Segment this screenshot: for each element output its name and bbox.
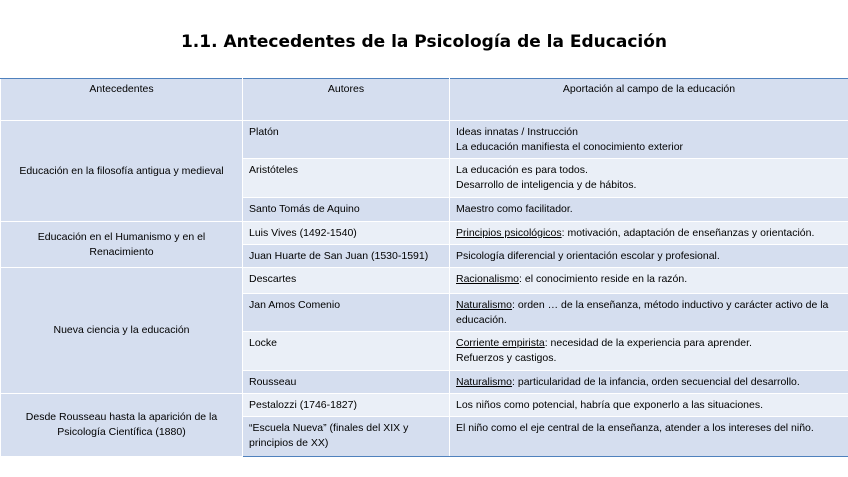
contribution-cell: El niño como el eje central de la enseñanza, atender a los intereses del niño. bbox=[450, 417, 848, 457]
contribution-cell bbox=[450, 121, 848, 159]
author-cell: Descartes bbox=[243, 268, 450, 294]
contribution-cell bbox=[450, 332, 848, 371]
author-cell: Juan Huarte de San Juan (1530-1591) bbox=[243, 245, 450, 268]
author-cell: Santo Tomás de Aquino bbox=[243, 198, 450, 222]
author-cell: Pestalozzi (1746-1827) bbox=[243, 394, 450, 417]
category-cell: Desde Rousseau hasta la aparición de la Psicología Científica (1880) bbox=[1, 394, 243, 457]
term: Naturalismo bbox=[456, 376, 513, 388]
author-cell: Rousseau bbox=[243, 371, 450, 394]
table-row bbox=[1, 121, 848, 159]
header-autores: Autores bbox=[243, 79, 450, 121]
contribution-text: : necesidad de la experiencia para aprender. bbox=[544, 337, 752, 349]
contribution-text: : motivación, adaptación de enseñanzas y orientación. bbox=[561, 227, 815, 239]
term: Principios psicológicos bbox=[456, 227, 562, 239]
contribution-cell bbox=[450, 222, 848, 245]
author-cell: Aristóteles bbox=[243, 159, 450, 198]
antecedents-table bbox=[0, 78, 848, 457]
table-row bbox=[1, 268, 848, 294]
contribution-line: La educación es para todos. bbox=[456, 164, 588, 176]
contribution-cell bbox=[450, 371, 848, 394]
table-row bbox=[1, 394, 848, 417]
contribution-line bbox=[456, 336, 842, 351]
author-cell: Platón bbox=[243, 121, 450, 159]
contribution-cell: Maestro como facilitador. bbox=[450, 198, 848, 222]
author-cell: Jan Amos Comenio bbox=[243, 294, 450, 332]
contribution-text: : el conocimiento reside en la razón. bbox=[519, 273, 688, 285]
category-cell: Educación en el Humanismo y en el Renacimiento bbox=[1, 222, 243, 268]
contribution-line: Desarrollo de inteligencia y de hábitos. bbox=[456, 179, 637, 191]
contribution-line: Refuerzos y castigos. bbox=[456, 352, 557, 364]
header-antecedentes: Antecedentes bbox=[1, 79, 243, 121]
contribution-cell: Psicología diferencial y orientación escolar y profesional. bbox=[450, 245, 848, 268]
contribution-cell: Los niños como potencial, habría que exponerlo a las situaciones. bbox=[450, 394, 848, 417]
header-aportacion: Aportación al campo de la educación bbox=[450, 79, 848, 121]
page-title: 1.1. Antecedentes de la Psicología de la Educación bbox=[180, 32, 668, 52]
contribution-text: : particularidad de la infancia, orden secuencial del desarrollo. bbox=[512, 376, 800, 388]
table-row bbox=[1, 222, 848, 245]
contribution-line: La educación manifiesta el conocimiento exterior bbox=[456, 141, 684, 153]
category-cell: Nueva ciencia y la educación bbox=[1, 268, 243, 394]
contribution-line: Ideas innatas / Instrucción bbox=[456, 126, 578, 138]
author-cell: Luis Vives (1492-1540) bbox=[243, 222, 450, 245]
author-cell: Locke bbox=[243, 332, 450, 371]
contribution-text: : orden … de la enseñanza, método inductivo y carácter activo de la educación. bbox=[456, 299, 829, 326]
author-cell: “Escuela Nueva” (finales del XIX y principios de XX) bbox=[243, 417, 450, 457]
term: Racionalismo bbox=[456, 273, 520, 285]
contribution-cell bbox=[450, 159, 848, 198]
contribution-cell bbox=[450, 268, 848, 294]
category-cell: Educación en la filosofía antigua y medieval bbox=[1, 121, 243, 222]
term: Corriente empirista bbox=[456, 337, 545, 349]
term: Naturalismo bbox=[456, 299, 513, 311]
contribution-cell bbox=[450, 294, 848, 332]
